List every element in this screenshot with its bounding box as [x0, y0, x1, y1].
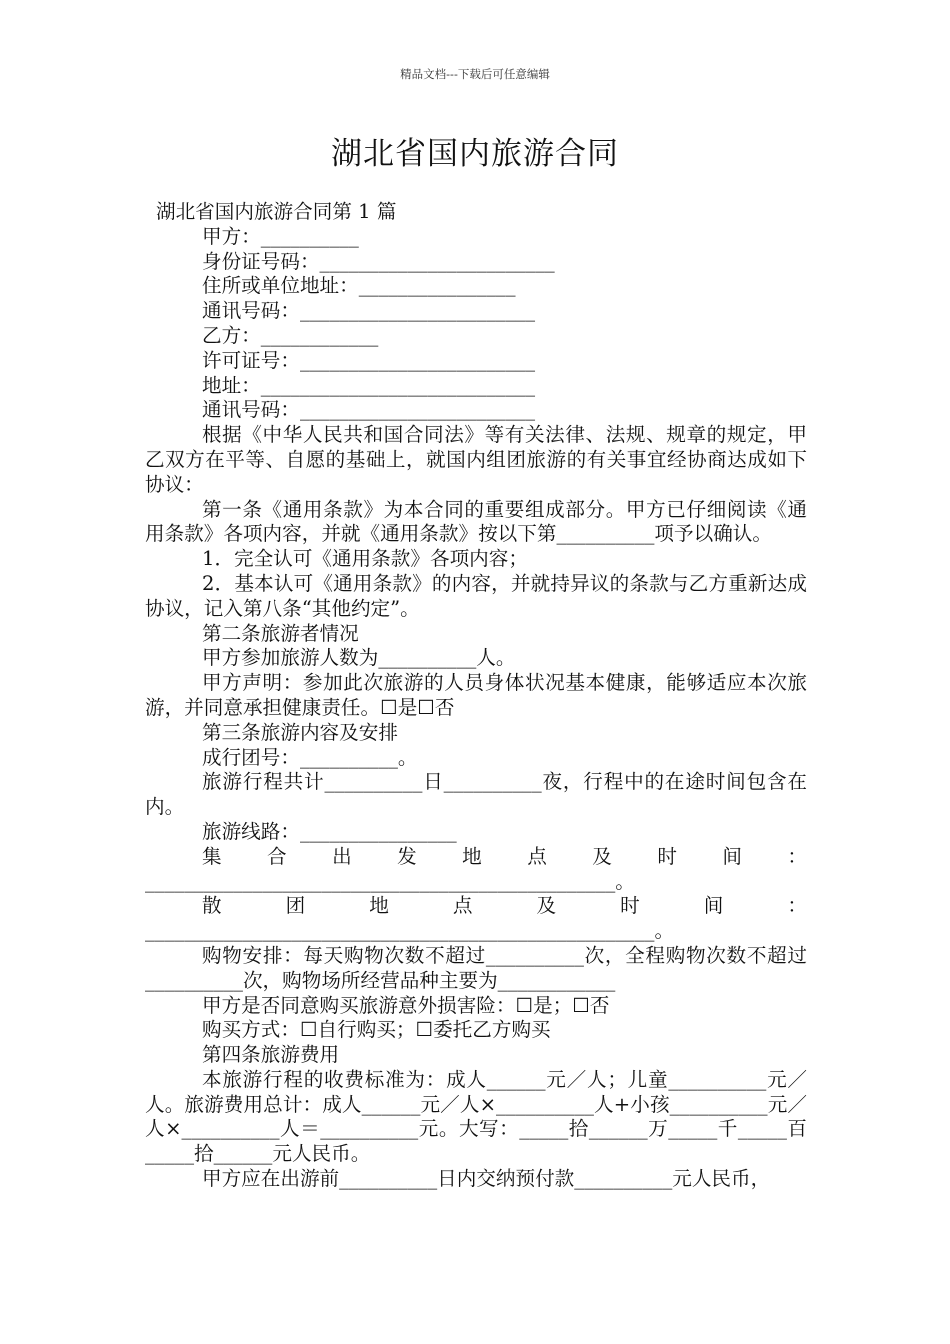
article-1-option-2: 2．基本认可《通用条款》的内容，并就持异议的条款与乙方重新达成协议，记入第八条“其他约定”。 [145, 571, 807, 620]
id-number-line: 身份证号码：________________________ [202, 249, 555, 273]
article-3-heading: 第三条旅游内容及安排 [202, 720, 398, 744]
page-header: 精品文档---下载后可任意编辑 [400, 67, 550, 81]
prepayment-line: 甲方应在出游前__________日内交纳预付款__________元人民币， [202, 1167, 771, 1191]
fee-standard-paragraph: 本旅游行程的收费标准为：成人______元／人；儿童__________元／人。旅游费用总计：成人______元／人×__________人+小孩__________元／人×__________人＝__________元。大写：_____拾______万_____千_____百_____拾______元人民币。 [145, 1067, 807, 1166]
purchase-method-line: 购买方式：☐自行购买；☐委托乙方购买 [202, 1018, 551, 1042]
contract-body [145, 200, 807, 1192]
route-line: 旅游线路：________________ [202, 819, 457, 843]
party-b-line: 乙方：____________ [202, 323, 379, 347]
departure-line: 集合出发地点及时间：________________________________________________。 [145, 844, 807, 893]
preamble-paragraph: 根据《中华人民共和国合同法》等有关法律、法规、规章的规定，甲乙双方在平等、自愿的基础上，就国内组团旅游的有关事宜经协商达成如下协议： [145, 423, 807, 496]
shopping-arrangement: 购物安排：每天购物次数不超过__________次，全程购物次数不超过__________次，购物场所经营品种主要为____________ [145, 943, 807, 992]
address-line: 住所或单位地址：________________ [202, 274, 516, 298]
phone-line-b: 通讯号码：________________________ [202, 398, 536, 422]
article-4-heading: 第四条旅游费用 [202, 1043, 340, 1067]
article-1-paragraph: 第一条《通用条款》为本合同的重要组成部分。甲方已仔细阅读《通用条款》各项内容，并就《通用条款》按以下第__________项予以确认。 [145, 497, 807, 546]
address-line-b: 地址：____________________________ [202, 373, 536, 397]
itinerary-duration: 旅游行程共计__________日__________夜，行程中的在途时间包含在内。 [145, 770, 807, 819]
health-declaration: 甲方声明：参加此次旅游的人员身体状况基本健康，能够适应本次旅游，并同意承担健康责任。☐是☐否 [145, 671, 807, 719]
insurance-line: 甲方是否同意购买旅游意外损害险：☐是；☐否 [202, 993, 610, 1017]
phone-line-a: 通讯号码：________________________ [202, 299, 536, 323]
article-2-heading: 第二条旅游者情况 [202, 621, 359, 645]
document-title: 湖北省国内旅游合同 [331, 136, 619, 172]
dismissal-line: 散团地点及时间：____________________________________________________。 [145, 894, 807, 943]
article-1-option-1: 1．完全认可《通用条款》各项内容； [202, 547, 528, 571]
traveler-count-line: 甲方参加旅游人数为__________人。 [202, 646, 516, 670]
license-line: 许可证号：________________________ [202, 348, 536, 372]
party-a-line: 甲方：__________ [202, 224, 359, 248]
group-number-line: 成行团号：__________。 [202, 745, 418, 769]
contract-subtitle: 湖北省国内旅游合同第 1 篇 [156, 200, 397, 223]
